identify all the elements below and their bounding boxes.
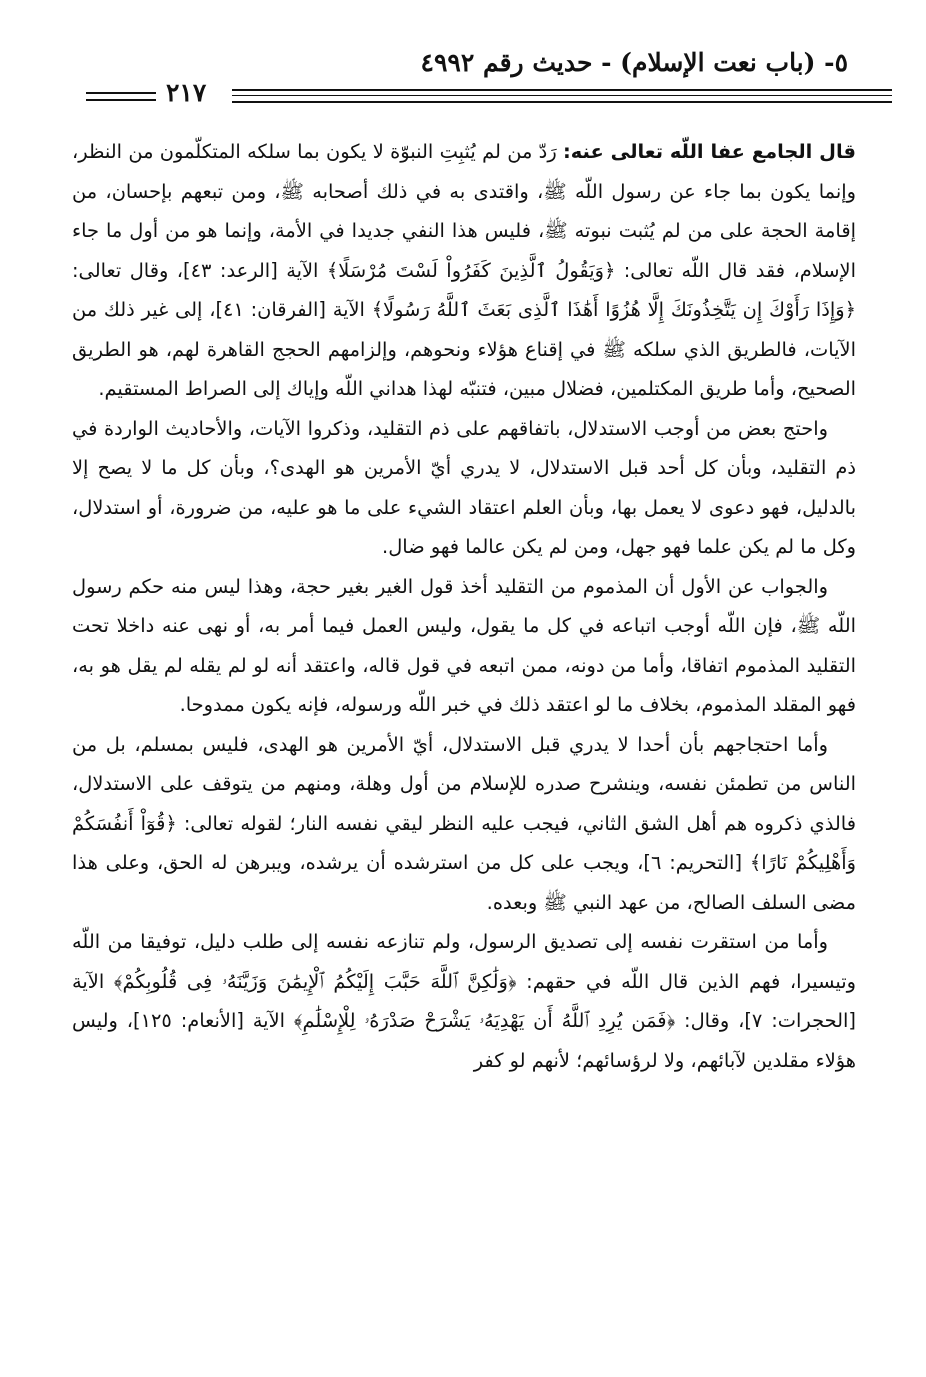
page-number-rule-bottom [86, 99, 156, 101]
paragraph-1 [72, 132, 856, 409]
page-number-rule-top [86, 92, 156, 94]
page-header [0, 0, 926, 120]
paragraph-3 [72, 567, 856, 725]
body-text [72, 132, 856, 1080]
page-number: ٢١٧ [160, 78, 212, 107]
paragraph-5 [72, 922, 856, 1080]
header-rule-top [232, 89, 892, 91]
paragraph-text: وأما من استقرت نفسه إلى تصديق الرسول، ولم تنازعه نفسه إلى طلب دليل، توفيقا من اللّه وتيسيرا، فهم الذين قال اللّه في حقهم: ﴿وَلَٰكِنَّ ٱللَّهَ حَبَّبَ إِلَيْكُمُ ٱلْإِيمَٰنَ وَزَيَّنَهُۥ فِى قُلُوبِكُمْ﴾ الآية [الحجرات: ٧]، وقال: ﴿فَمَن يُرِدِ ٱللَّهُ أَن يَهْدِيَهُۥ يَشْرَحْ صَدْرَهُۥ لِلْإِسْلَٰمِ﴾ الآية [الأنعام: ١٢٥]، وليس هؤلاء مقلدين لآبائهم، ولا لرؤسائهم؛ لأنهم لو كفر [72, 930, 856, 1072]
paragraph-text: واحتج بعض من أوجب الاستدلال، باتفاقهم على ذم التقليد، وذكروا الآيات، والأحاديث الواردة في ذم التقليد، وبأن كل أحد قبل الاستدلال، لا يدري أيّ الأمرين هو الهدى؟، وبأن كل ما لا يصح إلا بالدليل، فهو دعوى لا يعمل بها، وبأن العلم اعتقاد الشيء على ما هو عليه، من ضرورة، أو استدلال، وكل ما لم يكن علما فهو جهل، ومن لم يكن عالما فهو ضال. [72, 416, 856, 558]
paragraph-text: رَدّ من لم يُثبِتِ النبوّة لا يكون بما سلكه المتكلّمون من النظر، وإنما يكون بما جاء عن رسول اللّه ﷺ، واقتدى به في ذلك أصحابه ﷺ، ومن تبعهم بإحسان، من إقامة الحجة على من لم يُثبت نبوته ﷺ، فليس هذا النفي جديدا في الأمة، وإنما هو من أول ما جاء الإسلام، فقد قال اللّه تعالى: ﴿وَيَقُولُ ٱلَّذِينَ كَفَرُواْ لَسْتَ مُرْسَلًا﴾ الآية [الرعد: ٤٣]، وقال تعالى: ﴿وَإِذَا رَأَوْكَ إِن يَتَّخِذُونَكَ إِلَّا هُزُوًا أَهَٰذَا ٱلَّذِى بَعَثَ ٱللَّهُ رَسُولًا﴾ الآية [الفرقان: ٤١]، إلى غير ذلك من الآيات، فالطريق الذي سلكه ﷺ في إقناع هؤلاء ونحوهم، وإلزامهم الحجج القاهرة لهم، هو الطريق الصحيح، وأما طريق المكتلمين، فضلال مبين، فتنبّه لهذا هداني اللّه وإياك إلى الصراط المستقيم. [72, 140, 856, 400]
paragraph-text: وأما احتجاجهم بأن أحدا لا يدري قبل الاستدلال، أيّ الأمرين هو الهدى، فليس بمسلم، بل من الناس من تطمئن نفسه، وينشرح صدره للإسلام من أول وهلة، ومنهم من يتوقف على الاستدلال، فالذي ذكروه هم أهل الشق الثاني، فيجب عليه النظر ليقي نفسه النار؛ لقوله تعالى: ﴿قُوٓاْ أَنفُسَكُمْ وَأَهْلِيكُمْ نَارًا﴾ [التحريم: ٦]، ويجب على كل من استرشده أن يرشده، ويبرهن له الحق، وعلى هذا مضى السلف الصالح، من عهد النبي ﷺ وبعده. [72, 732, 856, 914]
paragraph-text: والجواب عن الأول أن المذموم من التقليد أخذ قول الغير بغير حجة، وهذا ليس منه حكم رسول اللّه ﷺ، فإن اللّه أوجب اتباعه في كل ما يقول، وليس العمل فيما أمر به، أو نهى عنه داخلا تحت التقليد المذموم اتفاقا، وأما من دونه، ممن اتبعه في قول قاله، واعتقد أنه لو لم يقله لم يقل هو به، فهو المقلد المذموم، بخلاف ما لو اعتقد ذلك في خبر اللّه ورسوله، فإنه يكون ممدوحا. [72, 574, 856, 716]
running-title: ٥- (باب نعت الإسلام) - حديث رقم ٤٩٩٢ [420, 48, 848, 77]
paragraph-4 [72, 725, 856, 923]
paragraph-lead: قال الجامع عفا اللّه تعالى عنه: [563, 140, 856, 163]
header-rule-bottom [232, 101, 892, 103]
paragraph-2 [72, 409, 856, 567]
header-rule-middle [232, 95, 892, 96]
